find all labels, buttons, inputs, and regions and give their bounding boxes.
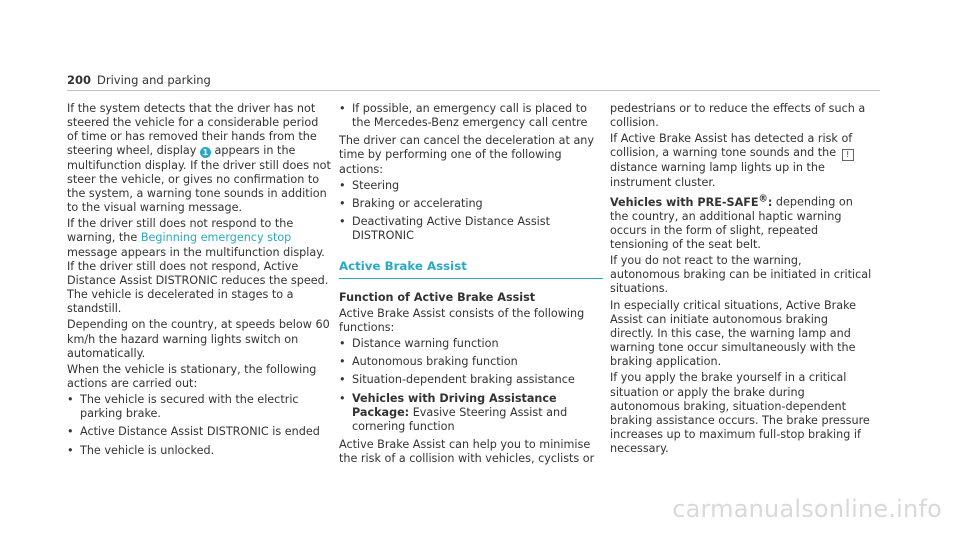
watermark: carmanualsonline.info <box>672 495 942 523</box>
list-item: • Autonomous braking function <box>339 355 603 369</box>
paragraph: Active Brake Assist can help you to minimise the risk of a collision with vehicles, cyclists or <box>339 437 595 466</box>
functions-list <box>339 337 603 434</box>
list-item: • The vehicle is unlocked. <box>67 444 331 458</box>
pre-safe-label <box>610 192 773 209</box>
text: message appears in the multifunction display. If the driver still does not respond, Active Distance Assist DISTRONIC reduces the speed. The vehicle is decelerated in stages to a standstill. <box>67 245 329 316</box>
list-item: • The vehicle is secured with the electric parking brake. <box>67 393 331 421</box>
stationary-actions-list <box>67 393 331 458</box>
paragraph: The driver can cancel the deceleration at any time by performing one of the following actions: <box>339 134 595 176</box>
list-item: • Deactivating Active Distance Assist DISTRONIC <box>339 215 603 243</box>
list-item: • Situation-dependent braking assistance <box>339 373 603 387</box>
continued-list <box>339 102 603 130</box>
paragraph: In especially critical situations, Active Brake Assist can initiate autonomous braking directly. In this case, the warning lamp and warning tone occur simultaneously with the braking application. <box>610 298 857 369</box>
column-2 <box>339 102 603 468</box>
paragraph <box>610 192 874 252</box>
paragraph: If you apply the brake yourself in a critical situation or apply the brake during autonomous braking, situation-dependent braking assistance occurs. The brake pressure increases up to maximum full-stop braking if necessary. <box>610 371 870 456</box>
distance-warning-icon: ! <box>842 149 854 161</box>
column-3 <box>610 102 874 458</box>
section-title: Active Brake Assist <box>339 259 603 278</box>
page-header <box>67 73 211 87</box>
list-item: • Steering <box>339 179 603 193</box>
page-number: 200 <box>67 73 92 87</box>
list-item: • Distance warning function <box>339 337 603 351</box>
cancel-actions-list <box>339 179 603 244</box>
text: If the driver still does not respond to the warning, the <box>67 217 294 245</box>
paragraph <box>67 217 331 316</box>
paragraph: Depending on the country, at speeds below 60 km/h the hazard warning lights switch on automatically. <box>67 318 330 360</box>
package-label: Vehicles with Driving Assistance Package: <box>352 391 557 419</box>
column-1 <box>67 102 331 462</box>
text: appears in the multifunction display. If the driver still does not steer the vehicle, or gives no confirmation to the system, a warning tone sounds in addition to the visual warning message. <box>67 144 331 215</box>
text: : <box>767 195 773 209</box>
paragraph <box>610 132 874 189</box>
paragraph: If you do not react to the warning, autonomous braking can be initiated in critical situations. <box>610 254 872 296</box>
paragraph: pedestrians or to reduce the effects of such a collision. <box>610 102 866 130</box>
registered-mark: ® <box>758 192 768 204</box>
text: Vehicles with PRE-SAFE <box>610 195 759 209</box>
subsection-title: Function of Active Brake Assist <box>339 290 536 304</box>
emergency-stop-message-link: Beginning emergency stop <box>140 231 292 245</box>
paragraph <box>67 102 331 215</box>
package-text: Evasive Steering Assist and cornering function <box>352 405 568 433</box>
header-rule <box>67 90 880 91</box>
list-item: • Active Distance Assist DISTRONIC is ended <box>67 425 331 439</box>
list-item: • If possible, an emergency call is placed to the Mercedes-Benz emergency call centre <box>339 102 603 130</box>
text: If the system detects that the driver has not steered the vehicle for a considerable period of time or has removed their hands from the steering wheel, display <box>67 102 319 158</box>
paragraph: Active Brake Assist consists of the following functions: <box>339 306 585 334</box>
text: If Active Brake Assist has detected a risk of collision, a warning tone sounds and the <box>610 132 853 160</box>
paragraph: When the vehicle is stationary, the following actions are carried out: <box>67 362 317 390</box>
section-name: Driving and parking <box>97 73 211 87</box>
text: distance warning lamp lights up in the instrument cluster. <box>610 161 825 189</box>
text: depending on the country, an additional haptic warning occurs in the form of slight, repeated tensioning of the seat belt. <box>610 195 853 251</box>
list-item <box>339 392 603 434</box>
callout-1-icon: 1 <box>200 147 211 158</box>
list-item: • Braking or accelerating <box>339 197 603 211</box>
